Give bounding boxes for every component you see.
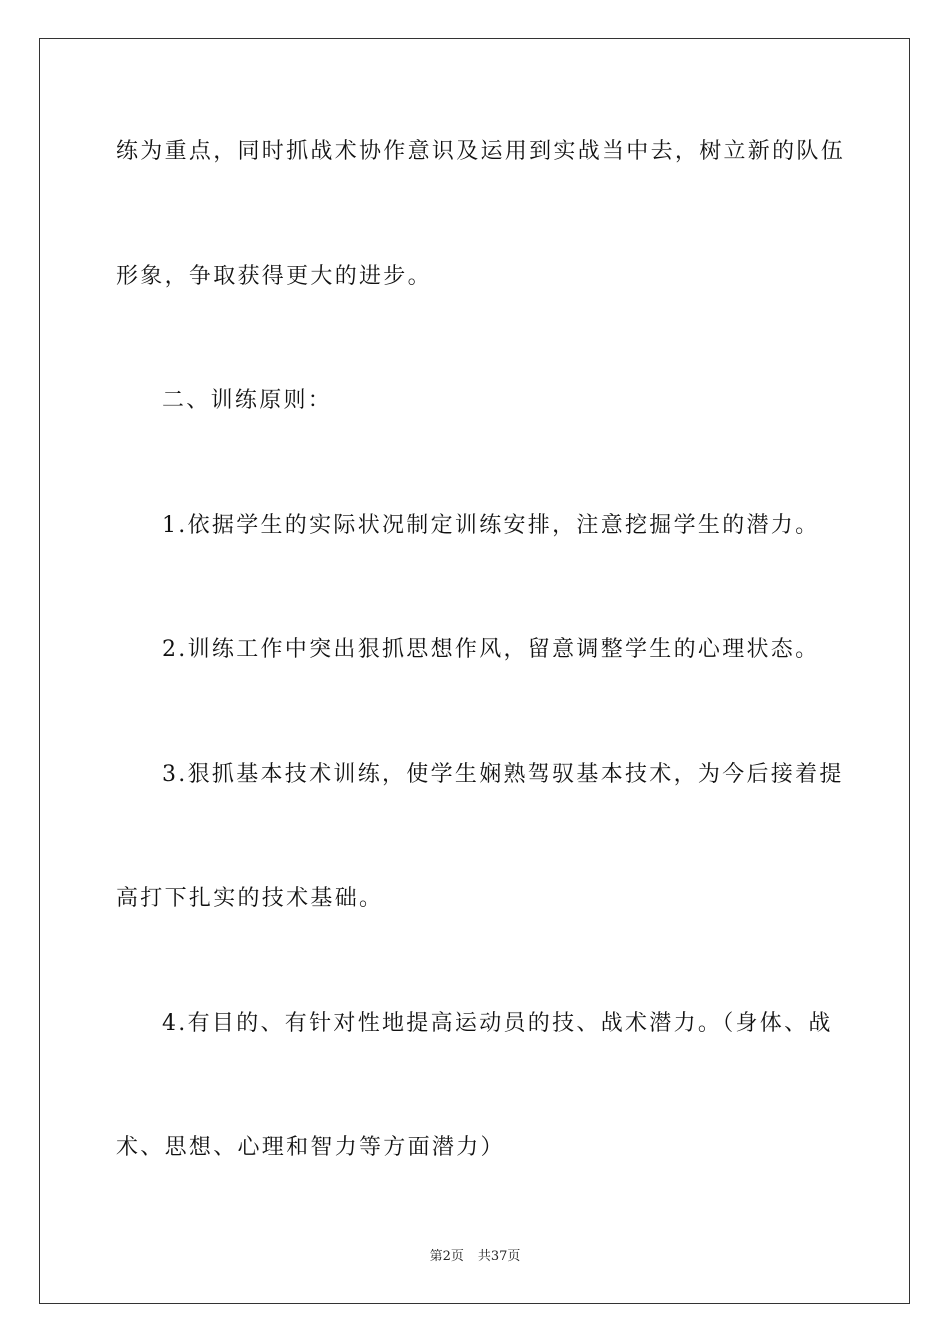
list-item-continuation: 高打下扎实的技术基础。 [116,886,384,911]
page-footer [0,1248,950,1266]
body-text-line: 形象，争取获得更大的进步。 [116,264,432,289]
list-item: 1.依据学生的实际状况制定训练安排，注意挖掘学生的潜力。 [162,513,820,538]
list-item: 3.狠抓基本技术训练，使学生娴熟驾驭基本技术，为今后接着提 [162,762,844,787]
list-item-continuation: 术、思想、心理和智力等方面潜力） [116,1135,505,1160]
body-text-line: 练为重点，同时抓战术协作意识及运用到实战当中去，树立新的队伍 [116,139,846,164]
list-item: 2.训练工作中突出狠抓思想作风，留意调整学生的心理状态。 [162,637,820,662]
page-total: 共37页 [477,1249,521,1264]
section-heading: 二、训练原则： [162,388,333,413]
list-item: 4.有目的、有针对性地提高运动员的技、战术潜力。（身体、战 [162,1011,833,1036]
page-border [39,38,910,1304]
page-number: 第2页 [429,1249,464,1264]
